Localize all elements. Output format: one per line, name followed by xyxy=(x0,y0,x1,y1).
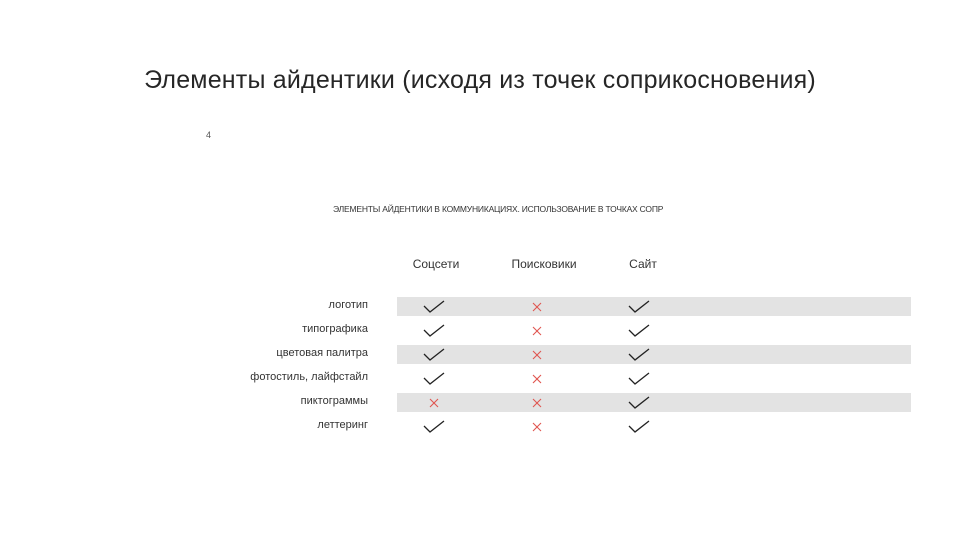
row-band xyxy=(397,393,911,412)
table-row xyxy=(240,417,672,436)
cross-icon xyxy=(522,321,552,340)
check-icon xyxy=(419,297,449,316)
row-label: леттеринг xyxy=(317,419,368,431)
row-label: фотостиль, лайфстайл xyxy=(250,371,368,383)
page-number: 4 xyxy=(206,130,212,140)
column-header-social: Соцсети xyxy=(412,257,460,271)
column-header-site: Сайт xyxy=(629,257,657,271)
table-row xyxy=(240,393,672,412)
row-label: пиктограммы xyxy=(300,395,368,407)
check-icon xyxy=(624,297,654,316)
cross-icon xyxy=(522,369,552,388)
check-icon xyxy=(624,369,654,388)
check-icon xyxy=(624,321,654,340)
cross-icon xyxy=(522,297,552,316)
check-icon xyxy=(419,345,449,364)
row-band xyxy=(397,297,911,316)
check-icon xyxy=(419,369,449,388)
table-row xyxy=(240,297,672,316)
check-icon xyxy=(419,321,449,340)
row-label: типографика xyxy=(302,323,368,335)
check-icon xyxy=(419,417,449,436)
table-row xyxy=(240,321,672,340)
table-caption: ЭЛЕМЕНТЫ АЙДЕНТИКИ В КОММУНИКАЦИЯХ. ИСПОЛЬЗОВАНИЕ В ТОЧКАХ СОПР xyxy=(333,204,664,214)
row-label: цветовая палитра xyxy=(276,347,368,359)
row-band xyxy=(397,345,911,364)
cross-icon xyxy=(522,345,552,364)
slide-title: Элементы айдентики (исходя из точек соприкосновения) xyxy=(144,66,816,94)
check-icon xyxy=(624,345,654,364)
cross-icon xyxy=(522,393,552,412)
table-row xyxy=(240,345,672,364)
cross-icon xyxy=(522,417,552,436)
cross-icon xyxy=(419,393,449,412)
check-icon xyxy=(624,417,654,436)
row-label: логотип xyxy=(328,299,368,311)
column-header-search: Поисковики xyxy=(511,257,577,271)
check-icon xyxy=(624,393,654,412)
table-row xyxy=(240,369,672,388)
